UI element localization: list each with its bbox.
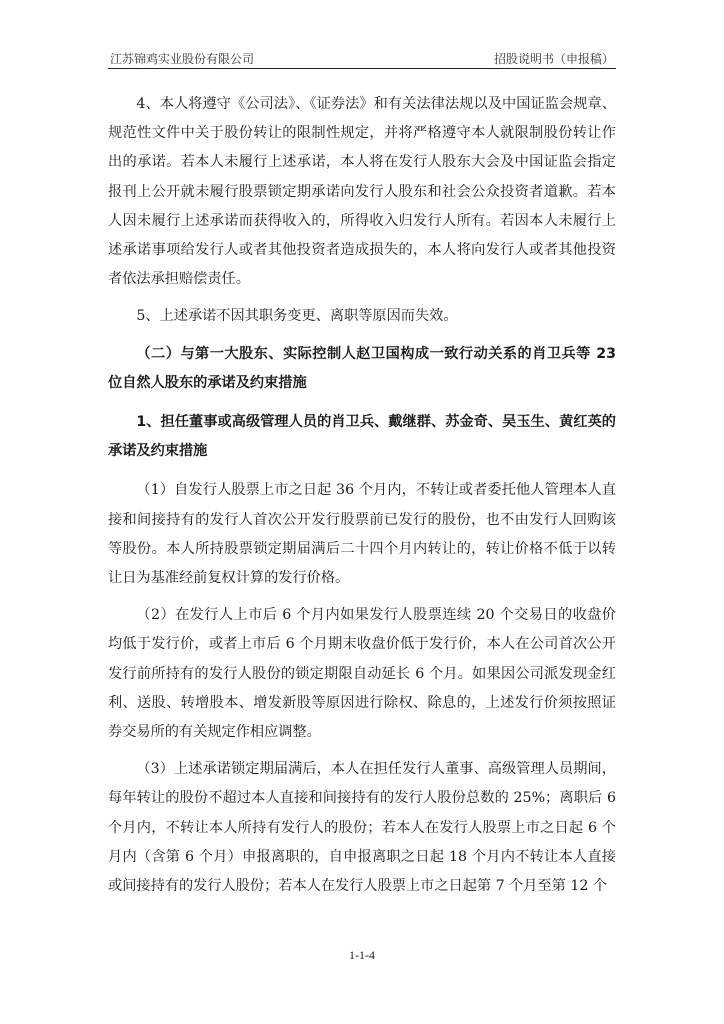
paragraph-item-1: （1）自发行人股票上市之日起 36 个月内，不转让或者委托他人管理本人直接和间接持有的发行人首次公开发行股票前已发行的股份，也不由发行人回购该等股份。本人所持股票锁定期届满后二十四个月内转让的，转让价格不低于以转让日为基准经前复权计算的发行价格。	[108, 482, 616, 587]
paragraph-item-2: （2）在发行人上市后 6 个月内如果发行人股票连续 20 个交易日的收盘价均低于发行价，或者上市后 6 个月期末收盘价低于发行价，本人在公司首次公开发行前所持有的发行人股份的锁定期限自动延长 6 个月。如果因公司派发现金红利、送股、转增股本、增发新股等原因进行除权、除息的，上述发行价须按照证券交易所的有关规定作相应调整。	[108, 607, 616, 741]
header-document-title: 招股说明书（申报稿）	[493, 52, 614, 66]
page-header	[108, 46, 616, 69]
paragraph-commitment-5: 5、上述承诺不因其职务变更、离职等原因而失效。	[136, 308, 458, 325]
page-number: 1-1-4	[349, 948, 375, 962]
document-body	[108, 90, 616, 909]
section-heading: （二）与第一大股东、实际控制人赵卫国构成一致行动关系的肖卫兵等 23 位自然人股东的承诺及约束措施	[108, 345, 616, 391]
header-company-name: 江苏锦鸡实业股份有限公司	[110, 52, 255, 66]
paragraph-item-3: （3）上述承诺锁定期届满后，本人在担任发行人董事、高级管理人员期间，每年转让的股份不超过本人直接和间接持有的发行人股份总数的 25%；离职后 6 个月内，不转让本人所持有发行人的股份；若本人在发行人股票上市之日起 6 个月内（含第 6 个月）申报离职的，自申报离职之日起 18 个月内不转让本人直接或间接持有的发行人股份；若本人在发行人股票上市之日起第 7 个月至第 12 个	[108, 761, 616, 895]
subsection-heading: 1、担任董事或高级管理人员的肖卫兵、戴继群、苏金奇、吴玉生、黄红英的承诺及约束措施	[108, 414, 616, 460]
paragraph-commitment-4: 4、本人将遵守《公司法》、《证券法》和有关法律法规以及中国证监会规章、规范性文件中关于股份转让的限制性规定，并将严格遵守本人就限制股份转让作出的承诺。若本人未履行上述承诺，本人将在发行人股东大会及中国证监会指定报刊上公开就未履行股票锁定期承诺向发行人股东和社会公众投资者道歉。若本人因未履行上述承诺而获得收入的，所得收入归发行人所有。若因本人未履行上述承诺事项给发行人或者其他投资者造成损失的，本人将向发行人或者其他投资者依法承担赔偿责任。	[108, 96, 616, 288]
